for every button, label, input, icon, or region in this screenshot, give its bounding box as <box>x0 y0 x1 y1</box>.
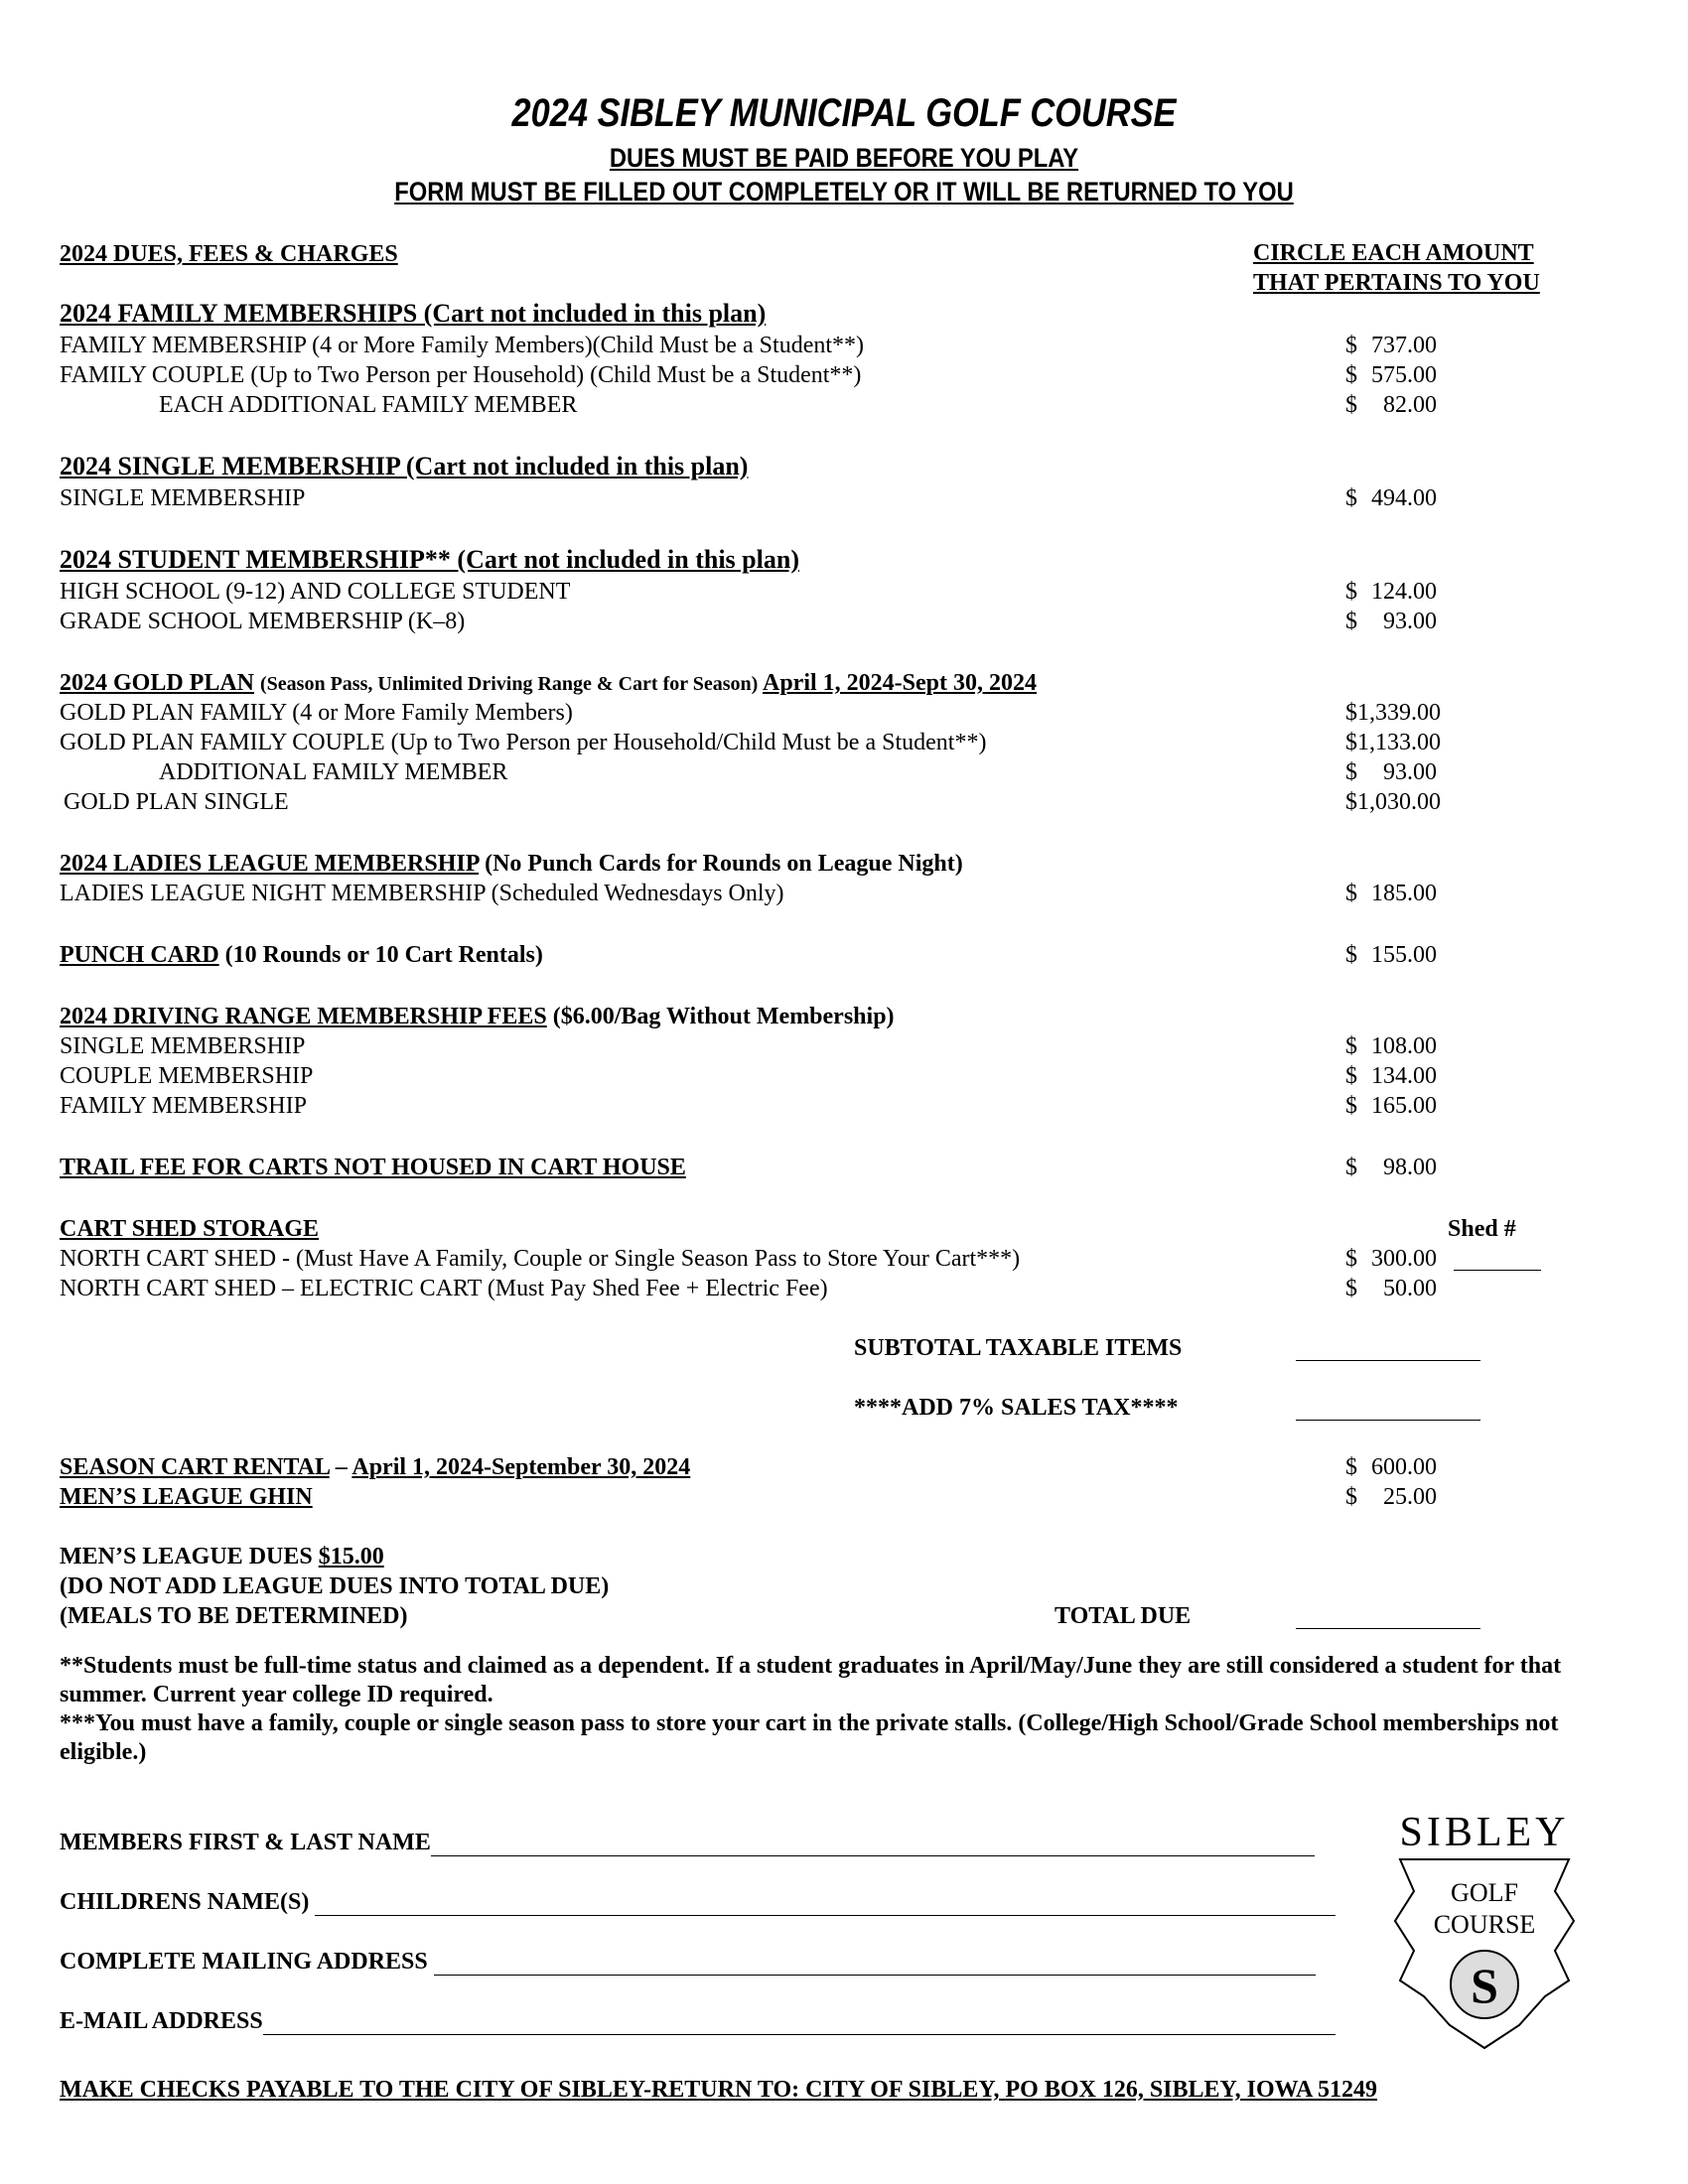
ladies-heading: 2024 LADIES LEAGUE MEMBERSHIP (No Punch Cards for Rounds on League Night) <box>60 851 963 877</box>
north-shed-label: NORTH CART SHED - (Must Have A Family, Couple or Single Season Pass to Store Your Cart***) <box>60 1246 1021 1272</box>
circle-heading-line1: CIRCLE EACH AMOUNT <box>1253 240 1534 266</box>
subtotal-field[interactable] <box>1296 1338 1480 1361</box>
gold-heading: 2024 GOLD PLAN (Season Pass, Unlimited Driving Range & Cart for Season) April 1, 2024-Sept 30, 2024 <box>60 670 1037 696</box>
range-couple-label: COUPLE MEMBERSHIP <box>60 1063 314 1089</box>
logo-course-text: COURSE <box>1433 1910 1536 1939</box>
north-shed-price[interactable]: $ 300.00 <box>1345 1246 1437 1272</box>
student-hs-label: HIGH SCHOOL (9-12) AND COLLEGE STUDENT <box>60 579 571 605</box>
sales-tax-field[interactable] <box>1296 1398 1480 1421</box>
family-couple-price[interactable]: $ 575.00 <box>1345 362 1437 388</box>
shed-number-field[interactable] <box>1454 1248 1541 1271</box>
gold-family-price[interactable]: $1,339.00 <box>1345 700 1441 726</box>
dues-notice: DUES MUST BE PAID BEFORE YOU PLAY <box>609 143 1079 173</box>
children-name-field[interactable] <box>315 1893 1336 1916</box>
member-name-field[interactable] <box>431 1834 1315 1856</box>
student-grade-price[interactable]: $ 93.00 <box>1345 609 1437 634</box>
family-item-label: FAMILY MEMBERSHIP (4 or More Family Members)(Child Must be a Student**) <box>60 333 864 358</box>
range-single-price[interactable]: $ 108.00 <box>1345 1033 1437 1059</box>
shed-heading: CART SHED STORAGE <box>60 1216 320 1242</box>
logo-sibley-text: SIBLEY <box>1399 1810 1570 1855</box>
trail-heading: TRAIL FEE FOR CARTS NOT HOUSED IN CART HOUSE <box>60 1155 686 1180</box>
ladies-price[interactable]: $ 185.00 <box>1345 881 1437 906</box>
logo-golfball-s: S <box>1471 1958 1498 2013</box>
form-notice: FORM MUST BE FILLED OUT COMPLETELY OR IT WILL BE RETURNED TO YOU <box>394 177 1294 206</box>
range-couple-price[interactable]: $ 134.00 <box>1345 1063 1437 1089</box>
gold-couple-price[interactable]: $1,133.00 <box>1345 730 1441 755</box>
single-heading: 2024 SINGLE MEMBERSHIP (Cart not included in this plan) <box>60 452 749 480</box>
family-additional-label: EACH ADDITIONAL FAMILY MEMBER <box>159 392 578 418</box>
sales-tax-label: ****ADD 7% SALES TAX**** <box>854 1395 1179 1421</box>
email-label: E-MAIL ADDRESS <box>60 2008 263 2034</box>
gold-additional-label: ADDITIONAL FAMILY MEMBER <box>159 759 508 785</box>
logo-golf-text: GOLF <box>1451 1878 1518 1907</box>
range-single-label: SINGLE MEMBERSHIP <box>60 1033 306 1059</box>
address-row <box>60 1948 1316 1976</box>
page-title: 2024 SIBLEY MUNICIPAL GOLF COURSE <box>511 91 1177 135</box>
dues-section-heading: 2024 DUES, FEES & CHARGES <box>60 241 398 267</box>
payment-instructions: MAKE CHECKS PAYABLE TO THE CITY OF SIBLEY-RETURN TO: CITY OF SIBLEY, PO BOX 126, SIBLEY, IOWA 51249 <box>60 2077 1378 2103</box>
electric-shed-price[interactable]: $ 50.00 <box>1345 1276 1437 1301</box>
electric-shed-label: NORTH CART SHED – ELECTRIC CART (Must Pay Shed Fee + Electric Fee) <box>60 1276 828 1301</box>
student-hs-price[interactable]: $ 124.00 <box>1345 579 1437 605</box>
season-cart-price[interactable]: $ 600.00 <box>1345 1454 1437 1480</box>
ladies-label: LADIES LEAGUE NIGHT MEMBERSHIP (Scheduled Wednesdays Only) <box>60 881 784 906</box>
member-name-label: MEMBERS FIRST & LAST NAME <box>60 1830 431 1855</box>
meals-note: (MEALS TO BE DETERMINED) <box>60 1603 408 1629</box>
sibley-golf-logo <box>1370 1802 1599 2065</box>
season-cart-heading: SEASON CART RENTAL – April 1, 2024-September 30, 2024 <box>60 1454 691 1480</box>
family-couple-label: FAMILY COUPLE (Up to Two Person per Household) (Child Must be a Student**) <box>60 362 862 388</box>
family-additional-price[interactable]: $ 82.00 <box>1345 392 1437 418</box>
range-family-price[interactable]: $ 165.00 <box>1345 1093 1437 1119</box>
range-heading: 2024 DRIVING RANGE MEMBERSHIP FEES ($6.00/Bag Without Membership) <box>60 1004 895 1029</box>
ghin-heading: MEN’S LEAGUE GHIN <box>60 1484 313 1510</box>
gold-single-label: GOLD PLAN SINGLE <box>64 789 289 815</box>
gold-single-price[interactable]: $1,030.00 <box>1345 789 1441 815</box>
family-item-price[interactable]: $ 737.00 <box>1345 333 1437 358</box>
ghin-price[interactable]: $ 25.00 <box>1345 1484 1437 1510</box>
single-label: SINGLE MEMBERSHIP <box>60 485 306 511</box>
trail-price[interactable]: $ 98.00 <box>1345 1155 1437 1180</box>
circle-heading-line2: THAT PERTAINS TO YOU <box>1253 270 1540 296</box>
punch-heading: PUNCH CARD (10 Rounds or 10 Cart Rentals) <box>60 942 543 968</box>
student-grade-label: GRADE SCHOOL MEMBERSHIP (K–8) <box>60 609 466 634</box>
address-field[interactable] <box>434 1953 1316 1976</box>
total-due-label: TOTAL DUE <box>1055 1603 1192 1629</box>
children-name-label: CHILDRENS NAME(S) <box>60 1889 310 1915</box>
address-label: COMPLETE MAILING ADDRESS <box>60 1949 428 1975</box>
gold-couple-label: GOLD PLAN FAMILY COUPLE (Up to Two Person per Household/Child Must be a Student**) <box>60 730 987 755</box>
mens-dues-note: (DO NOT ADD LEAGUE DUES INTO TOTAL DUE) <box>60 1573 610 1599</box>
punch-price[interactable]: $ 155.00 <box>1345 942 1437 968</box>
range-family-label: FAMILY MEMBERSHIP <box>60 1093 307 1119</box>
total-due-field[interactable] <box>1296 1606 1480 1629</box>
shed-number-label: Shed # <box>1448 1216 1516 1242</box>
gold-additional-price[interactable]: $ 93.00 <box>1345 759 1437 785</box>
member-name-row <box>60 1829 1315 1856</box>
mens-dues-line: MEN’S LEAGUE DUES $15.00 <box>60 1544 384 1570</box>
subtotal-label: SUBTOTAL TAXABLE ITEMS <box>854 1335 1183 1361</box>
student-heading: 2024 STUDENT MEMBERSHIP** (Cart not included in this plan) <box>60 545 799 574</box>
gold-family-label: GOLD PLAN FAMILY (4 or More Family Members) <box>60 700 573 726</box>
email-row <box>60 2007 1336 2035</box>
family-heading: 2024 FAMILY MEMBERSHIPS (Cart not included in this plan) <box>60 299 767 328</box>
cart-storage-note: ***You must have a family, couple or single season pass to store your cart in the private stalls. (College/High School/Grade School memberships not eligible.) <box>60 1710 1559 1765</box>
single-price[interactable]: $ 494.00 <box>1345 485 1437 511</box>
children-name-row <box>60 1888 1336 1916</box>
student-note: **Students must be full-time status and claimed as a dependent. If a student graduates in April/May/June they are still considered a student for that summer. Current year college ID required. <box>60 1653 1562 1707</box>
email-field[interactable] <box>263 2012 1336 2035</box>
